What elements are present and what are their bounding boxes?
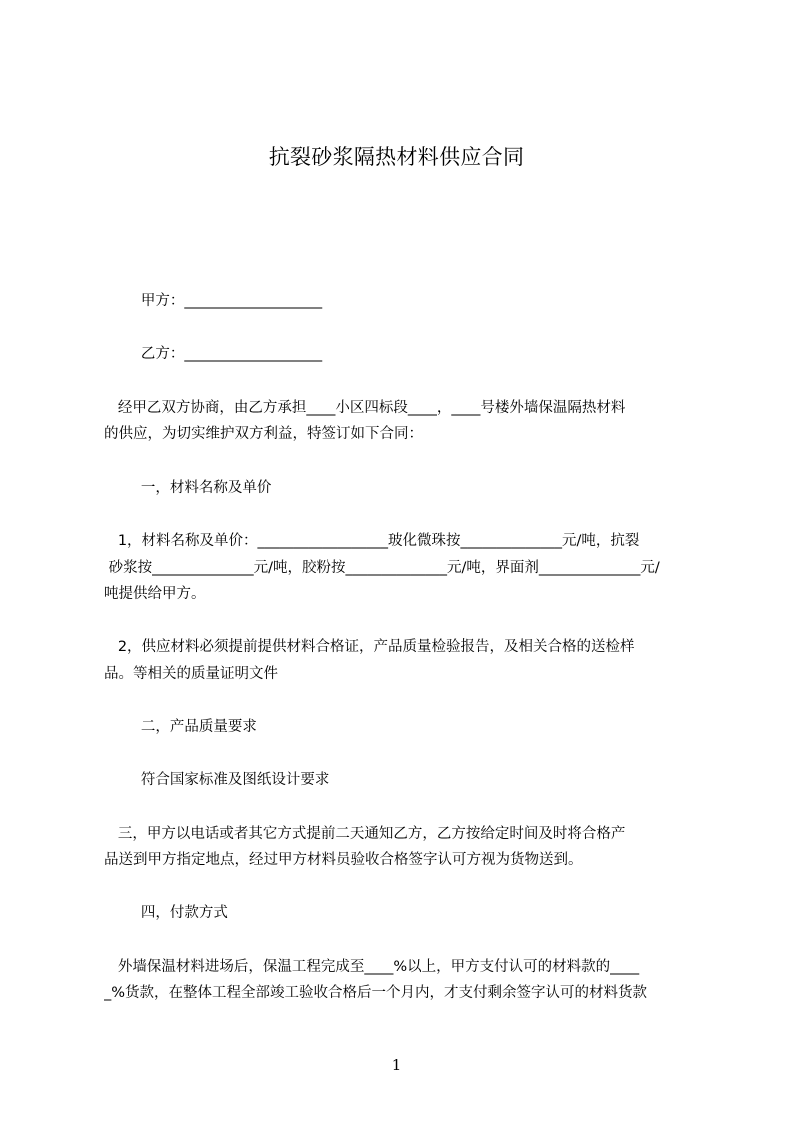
section-3-line-2: 品送到甲方指定地点，经过甲方材料员验收合格签字认可方视为货物送到。 xyxy=(104,852,583,868)
payment-line-2: _%货款，在整体工程全部竣工验收合格后一个月内，才支付剩余签字认可的材料货款 xyxy=(104,985,648,1001)
clause-1-line-3: 吨提供给甲方。 xyxy=(104,586,206,602)
page-number: 1 xyxy=(391,1056,402,1074)
section-1-heading: 一，材料名称及单价 xyxy=(104,480,272,496)
clause-2-line-1: 2，供应材料必须提前提供材料合格证，产品质量检验报告，及相关合格的送检样 xyxy=(104,639,635,655)
clause-1-line-2: 砂浆按______________元/吨，胶粉按______________元/吨，界面剂______________元/ xyxy=(104,560,660,576)
clause-2-line-2: 品。等相关的质量证明文件 xyxy=(104,666,278,682)
party-a-line: 甲方：___________________ xyxy=(104,293,323,309)
preamble-line-1: 经甲乙双方协商，由乙方承担____小区四标段____，____号楼外墙保温隔热材料 xyxy=(104,400,626,416)
section-2-heading: 二，产品质量要求 xyxy=(104,719,257,735)
party-b-line: 乙方：___________________ xyxy=(104,346,323,362)
quality-requirement: 符合国家标准及图纸设计要求 xyxy=(104,772,330,788)
clause-1-line-1: 1，材料名称及单价：__________________玻化微珠按______________元/吨，抗裂 xyxy=(104,533,640,549)
section-4-heading: 四，付款方式 xyxy=(104,905,228,921)
section-3-line-1: 三，甲方以电话或者其它方式提前二天通知乙方，乙方按给定时间及时将合格产 xyxy=(104,826,626,842)
payment-line-1: 外墙保温材料进场后，保温工程完成至____%以上，甲方支付认可的材料款的____ xyxy=(104,959,640,975)
document-title: 抗裂砂浆隔热材料供应合同 xyxy=(268,145,525,169)
preamble-line-2: 的供应，为切实维护双方利益，特签订如下合同： xyxy=(104,426,423,442)
